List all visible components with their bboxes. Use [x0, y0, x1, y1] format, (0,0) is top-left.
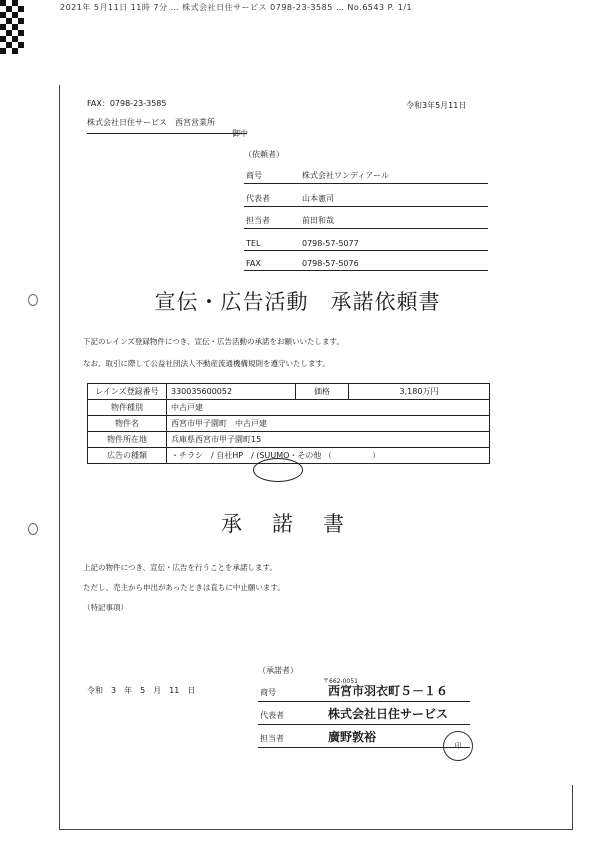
document-date: 令和3年5月11日 [406, 101, 467, 110]
acceptance-paragraph: 上記の物件につき、宣伝・広告を行うことを承諾します。 [83, 563, 277, 572]
acceptor-row-value: 株式会社日住サービス [328, 707, 449, 721]
property-table [87, 383, 490, 464]
table-row [88, 432, 490, 448]
requester-row [244, 165, 488, 184]
table-row-value: ・チラシ / 自社HP / (SUUMO・その他 （ ） [167, 448, 490, 464]
reins-value: 330035600052 [167, 384, 296, 400]
acceptor-row-value: 西宮市羽衣町５－１６ [328, 684, 449, 698]
requester-row-label: FAX [246, 259, 261, 268]
acceptor-heading: （承諾者） [258, 666, 298, 675]
acceptor-row-label: 代表者 [260, 711, 284, 720]
table-row-value: 西宮市甲子園町 中古戸建 [167, 416, 490, 432]
fax-marker-cell [18, 30, 24, 36]
page-border-bottom [59, 829, 573, 830]
fax-transmission-header: 2021年 5月11日 11時 7分 … 株式会社日住サービス 0798-23-3585 … No.6543 P. 1/1 [60, 3, 413, 12]
acceptor-row-label: 商号 [260, 688, 276, 697]
fax-marker-cell [18, 42, 24, 48]
request-paragraph: なお、取引に際して公益社団法人不動産流通機構規則を遵守いたします。 [83, 359, 330, 368]
table-row-value: 兵庫県西宮市甲子園町15 [167, 432, 490, 448]
reins-label: レインズ登録番号 [88, 384, 167, 400]
requester-row [244, 252, 488, 271]
table-row-value: 中古戸建 [167, 400, 490, 416]
requester-row [244, 210, 488, 229]
acceptor-row-label: 担当者 [260, 734, 284, 743]
request-paragraph: 下記のレインズ登録物件につき、宣伝・広告活動の承諾をお願いいたします。 [83, 337, 344, 346]
fax-marker-pattern [0, 0, 32, 58]
price-value: 3,180万円 [349, 384, 490, 400]
requester-row-value: 前田和哉 [302, 216, 334, 225]
fax-marker-cell [0, 48, 6, 54]
requester-row-value: 0798-57-5077 [302, 239, 359, 248]
requester-row-label: 商号 [246, 171, 262, 180]
acceptance-paragraph: ただし、売主から申出があったときは直ちに中止願います。 [83, 583, 285, 592]
acceptance-title: 承諾書 [221, 512, 374, 536]
table-row [88, 384, 490, 400]
recipient-honorific: 御中 [232, 129, 248, 138]
acceptor-row [258, 679, 470, 702]
postal-code: 〒662-0051 [323, 678, 358, 685]
fax-marker-cell [18, 18, 24, 24]
fax-marker-cell [18, 6, 24, 12]
requester-row-value: 山本憲司 [302, 194, 334, 203]
handwritten-circle-mark [253, 458, 303, 482]
requester-heading: （依頼者） [244, 150, 284, 159]
page-border-left [59, 85, 60, 830]
page-border-right [572, 785, 573, 830]
table-row-label: 物件所在地 [88, 432, 167, 448]
requester-row-label: TEL [246, 239, 261, 248]
acceptor-row [258, 702, 470, 725]
table-row-label: 物件種別 [88, 400, 167, 416]
price-label: 価格 [296, 384, 349, 400]
requester-row-label: 担当者 [246, 216, 270, 225]
requester-row-label: 代表者 [246, 194, 270, 203]
requester-row [244, 232, 488, 251]
table-row [88, 416, 490, 432]
seal-stamp: 印 [443, 731, 473, 761]
sender-fax: FAX：0798-23-3585 [87, 99, 167, 108]
document-title: 宣伝・広告活動 承諾依頼書 [154, 290, 441, 314]
special-notes-label: （特記事項） [83, 603, 128, 612]
fax-marker-cell [12, 48, 18, 54]
table-row-label: 物件名 [88, 416, 167, 432]
requester-row [244, 188, 488, 207]
table-row [88, 400, 490, 416]
acceptor-row [258, 725, 470, 748]
recipient-underline [87, 133, 247, 134]
recipient-name: 株式会社日住サービス 西宮営業所 [87, 118, 215, 127]
acceptor-row-value: 廣野敦裕 [328, 730, 377, 744]
acceptance-date: 令和 3 年 5 月 11 日 [87, 686, 196, 695]
requester-row-value: 0798-57-5076 [302, 259, 359, 268]
requester-row-value: 株式会社ワンディアール [302, 171, 389, 180]
table-row-label: 広告の種類 [88, 448, 167, 464]
